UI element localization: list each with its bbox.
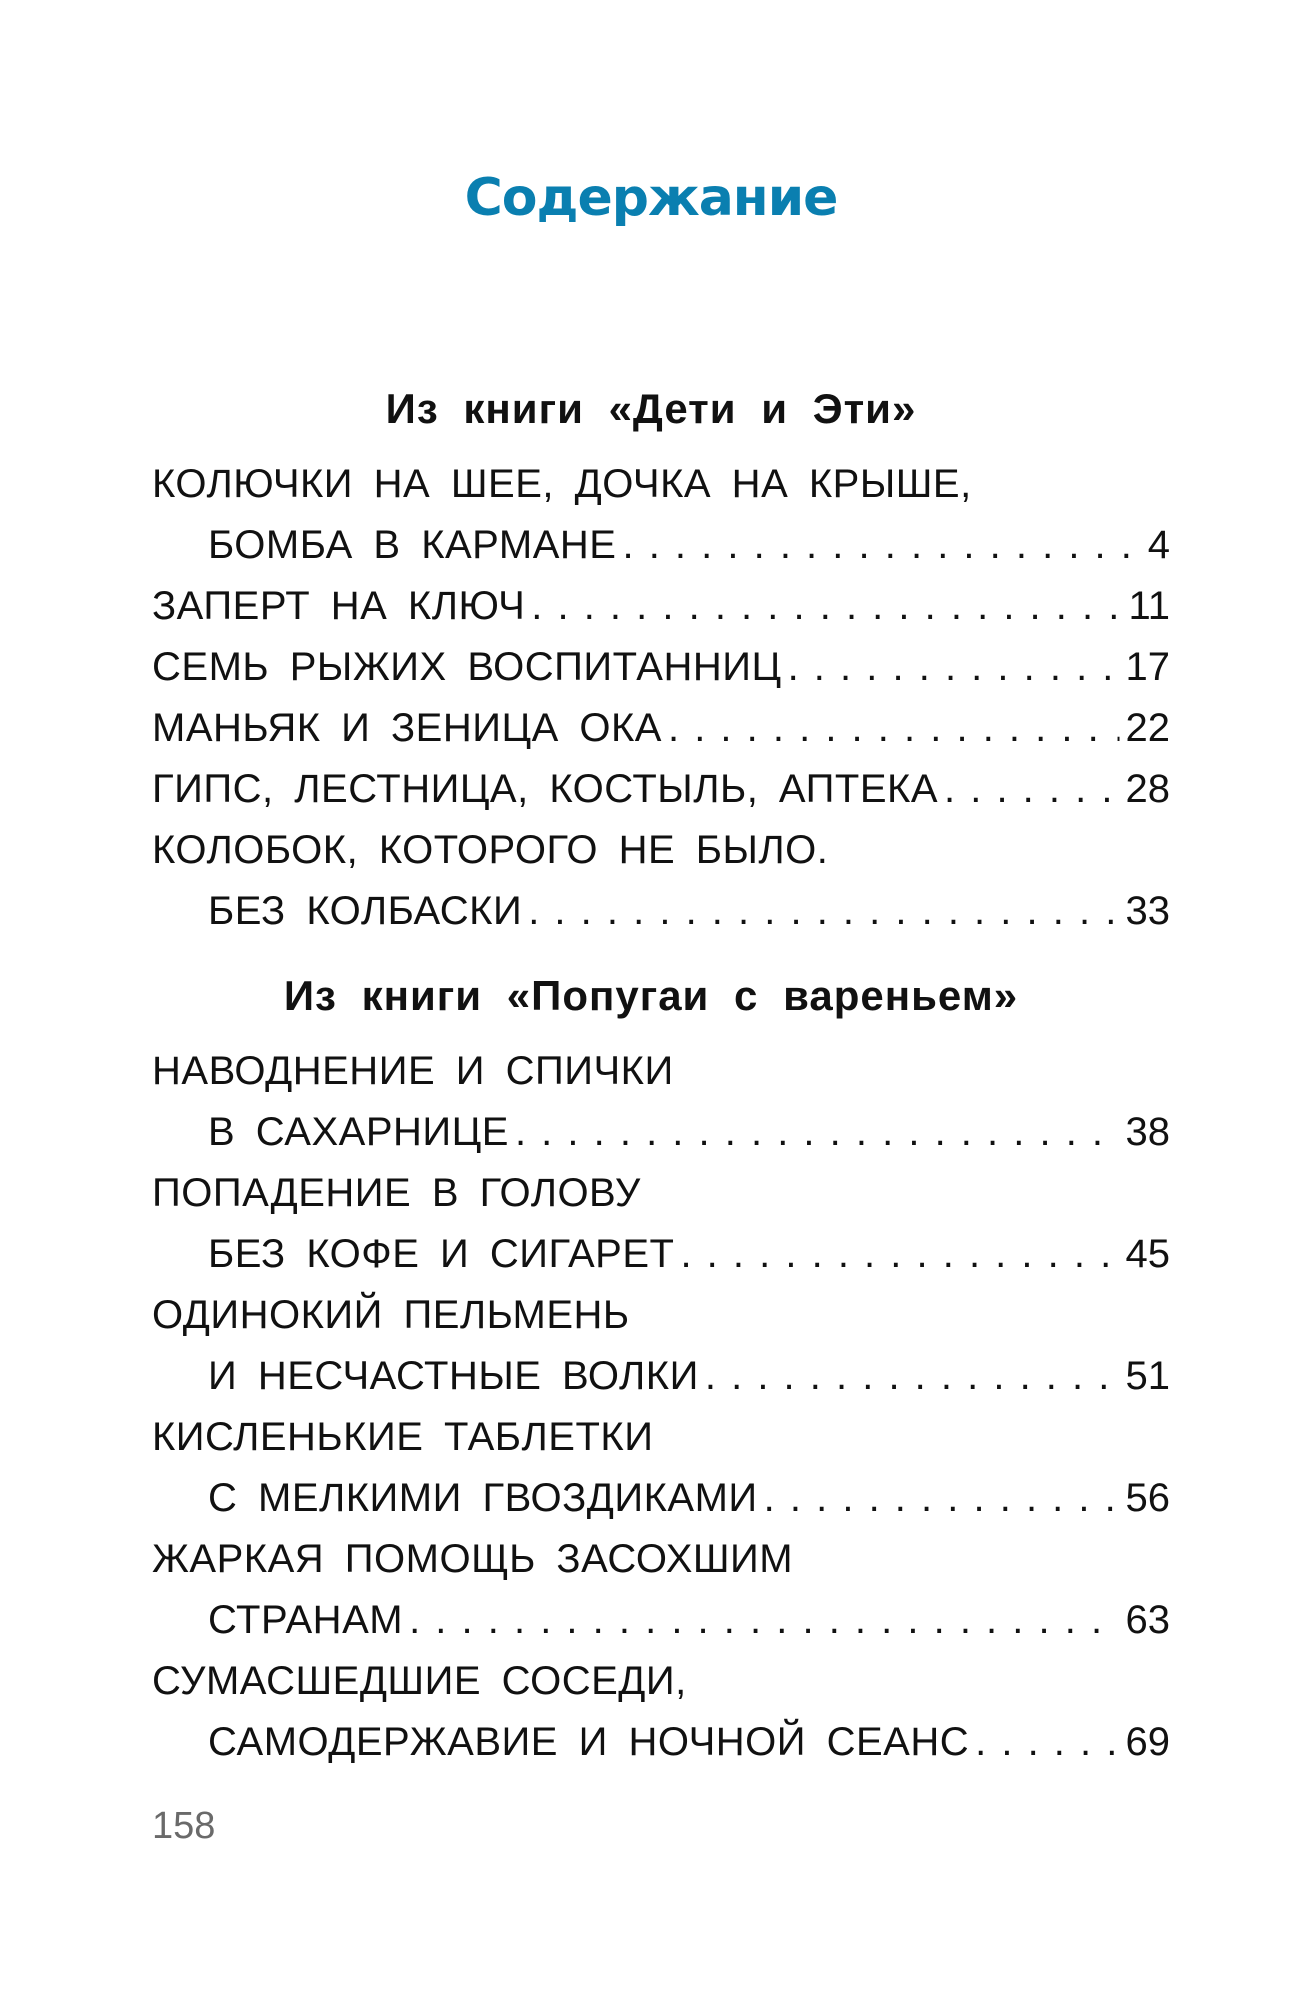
toc-entry[interactable] [152,578,1170,634]
toc-entry-title: СЕМЬ РЫЖИХ ВОСПИТАННИЦ [152,645,782,689]
toc-page-number: 45 [1125,1232,1170,1276]
toc-entry-title: ГИПС, ЛЕСТНИЦА, КОСТЫЛЬ, АПТЕКА [152,767,938,811]
toc-entry-title: В САХАРНИЦЕ [208,1110,509,1154]
toc-entry[interactable] [152,639,1170,695]
toc-page-number: 22 [1125,706,1170,750]
toc-entry[interactable] [152,761,1170,817]
section-heading: Из книги «Попугаи с вареньем» [283,972,1019,1019]
toc-entry-title: САМОДЕРЖАВИЕ И НОЧНОЙ СЕАНС [208,1720,970,1764]
toc-entry-line: КОЛЮЧКИ НА ШЕЕ, ДОЧКА НА КРЫШЕ, [152,462,972,506]
toc-entry-line: СУМАСШЕДШИЕ СОСЕДИ, [152,1659,687,1703]
toc-entry-title: ЗАПЕРТ НА КЛЮЧ [152,584,526,628]
toc-entry[interactable] [208,517,1170,573]
dot-leader [788,639,1120,695]
page-title: Содержание [464,168,838,228]
dot-leader [515,1104,1120,1160]
toc-entry-line: НАВОДНЕНИЕ И СПИЧКИ [152,1049,674,1093]
dot-leader [680,1226,1119,1282]
toc-entry-line: ЖАРКАЯ ПОМОЩЬ ЗАСОХШИМ [152,1537,794,1581]
toc-entry[interactable] [152,700,1170,756]
toc-page-number: 11 [1128,584,1170,628]
dot-leader [764,1470,1120,1526]
toc-page-number: 33 [1125,889,1170,933]
toc-entry-title: С МЕЛКИМИ ГВОЗДИКАМИ [208,1476,758,1520]
dot-leader [975,1714,1119,1770]
toc-entry-title: БЕЗ КОЛБАСКИ [208,889,523,933]
dot-leader [531,578,1122,634]
toc-page-number: 63 [1125,1598,1170,1642]
page-number: 158 [152,1805,216,1847]
toc-page-number: 4 [1147,523,1170,567]
toc-entry[interactable] [208,1592,1170,1648]
toc-entry[interactable] [208,1226,1170,1282]
toc-entry-title: БОМБА В КАРМАНЕ [208,523,617,567]
toc-entry-line: КОЛОБОК, КОТОРОГО НЕ БЫЛО. [152,828,829,872]
toc-entry[interactable] [208,1714,1170,1770]
dot-leader [944,761,1120,817]
toc-entry-line: ПОПАДЕНИЕ В ГОЛОВУ [152,1171,641,1215]
dot-leader [705,1348,1120,1404]
dot-leader [622,517,1141,573]
toc-entry-title: СТРАНАМ [208,1598,404,1642]
toc-page-number: 38 [1125,1110,1170,1154]
toc-page-number: 17 [1125,645,1170,689]
toc-entry-line: ОДИНОКИЙ ПЕЛЬМЕНЬ [152,1293,630,1337]
toc-entry-title: И НЕСЧАСТНЫЕ ВОЛКИ [208,1354,699,1398]
toc-entry[interactable] [208,1348,1170,1404]
toc-entry[interactable] [208,1470,1170,1526]
toc-page-number: 28 [1125,767,1170,811]
dot-leader [528,883,1119,939]
toc-page-number: 56 [1125,1476,1170,1520]
toc-entry-title: МАНЬЯК И ЗЕНИЦА ОКА [152,706,662,750]
toc-entry[interactable] [208,1104,1170,1160]
toc-entry-line: КИСЛЕНЬКИЕ ТАБЛЕТКИ [152,1415,654,1459]
toc-entry[interactable] [208,883,1170,939]
toc-page-number: 51 [1125,1354,1170,1398]
section-heading: Из книги «Дети и Эти» [385,385,917,432]
toc-entry-title: БЕЗ КОФЕ И СИГАРЕТ [208,1232,675,1276]
dot-leader [409,1592,1119,1648]
toc-page-number: 69 [1125,1720,1170,1764]
dot-leader [668,700,1120,756]
